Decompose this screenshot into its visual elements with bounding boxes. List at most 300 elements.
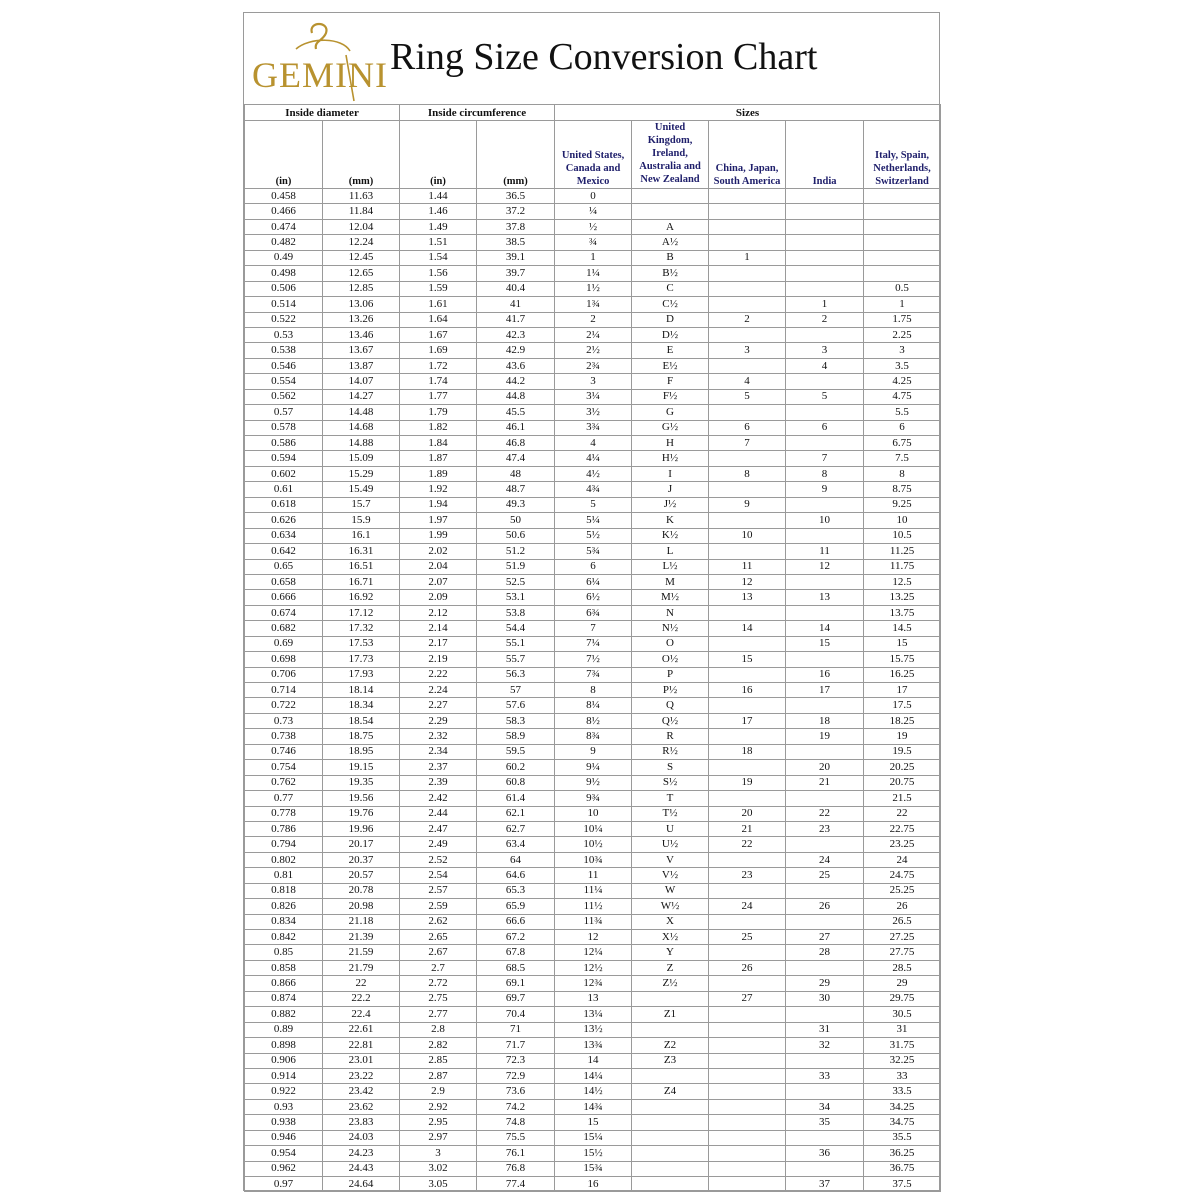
cell-circumference-mm: 47.4	[477, 451, 555, 466]
cell-size-china-japan	[709, 451, 786, 466]
cell-diameter-mm: 17.12	[323, 605, 400, 620]
cell-size-uk	[632, 991, 709, 1006]
cell-diameter-mm: 16.51	[323, 559, 400, 574]
table-row	[245, 1161, 941, 1176]
cell-diameter-mm: 13.26	[323, 312, 400, 327]
cell-diameter-in: 0.77	[245, 791, 323, 806]
cell-circumference-mm: 58.3	[477, 713, 555, 728]
cell-size-us: 16	[555, 1177, 632, 1192]
cell-size-india: 37	[786, 1177, 864, 1192]
cell-size-india: 18	[786, 713, 864, 728]
cell-size-italy-spain: 22	[864, 806, 941, 821]
cell-size-italy-spain: 26.5	[864, 914, 941, 929]
cell-size-uk: W½	[632, 899, 709, 914]
cell-diameter-in: 0.53	[245, 327, 323, 342]
cell-size-italy-spain: 20.75	[864, 775, 941, 790]
cell-size-us: ¼	[555, 204, 632, 219]
cell-diameter-in: 0.618	[245, 497, 323, 512]
cell-size-china-japan	[709, 235, 786, 250]
cell-size-us: 11½	[555, 899, 632, 914]
cell-diameter-mm: 21.79	[323, 960, 400, 975]
cell-size-china-japan: 3	[709, 343, 786, 358]
cell-size-uk	[632, 1177, 709, 1192]
cell-size-china-japan	[709, 1099, 786, 1114]
cell-diameter-in: 0.938	[245, 1115, 323, 1130]
table-row	[245, 760, 941, 775]
table-row	[245, 791, 941, 806]
cell-size-india: 26	[786, 899, 864, 914]
cell-size-china-japan: 22	[709, 837, 786, 852]
cell-size-china-japan	[709, 266, 786, 281]
cell-circumference-mm: 74.2	[477, 1099, 555, 1114]
table-row	[245, 528, 941, 543]
column-header-circumference-mm: (mm)	[477, 121, 555, 189]
cell-diameter-mm: 23.22	[323, 1068, 400, 1083]
cell-size-china-japan: 17	[709, 713, 786, 728]
cell-circumference-in: 1.56	[400, 266, 477, 281]
cell-size-china-japan	[709, 667, 786, 682]
cell-diameter-in: 0.554	[245, 374, 323, 389]
cell-circumference-mm: 52.5	[477, 574, 555, 589]
cell-size-us: 2¼	[555, 327, 632, 342]
cell-circumference-mm: 41.7	[477, 312, 555, 327]
cell-circumference-mm: 74.8	[477, 1115, 555, 1130]
cell-circumference-in: 2.04	[400, 559, 477, 574]
cell-circumference-in: 1.92	[400, 482, 477, 497]
table-row	[245, 189, 941, 204]
cell-size-uk: O	[632, 636, 709, 651]
cell-circumference-mm: 70.4	[477, 1007, 555, 1022]
cell-diameter-mm: 23.83	[323, 1115, 400, 1130]
page-title: Ring Size Conversion Chart	[390, 36, 818, 78]
table-row	[245, 1177, 941, 1192]
cell-circumference-mm: 71.7	[477, 1038, 555, 1053]
cell-diameter-in: 0.922	[245, 1084, 323, 1099]
cell-size-italy-spain: 36.25	[864, 1146, 941, 1161]
cell-diameter-in: 0.514	[245, 297, 323, 312]
cell-diameter-mm: 15.29	[323, 466, 400, 481]
cell-size-china-japan	[709, 204, 786, 219]
cell-diameter-mm: 24.43	[323, 1161, 400, 1176]
cell-diameter-in: 0.954	[245, 1146, 323, 1161]
cell-size-italy-spain: 37.5	[864, 1177, 941, 1192]
cell-size-us: 4	[555, 436, 632, 451]
cell-diameter-in: 0.786	[245, 821, 323, 836]
column-header-diameter-mm: (mm)	[323, 121, 400, 189]
cell-diameter-in: 0.658	[245, 574, 323, 589]
cell-size-us: 5¼	[555, 513, 632, 528]
cell-size-us: 15½	[555, 1146, 632, 1161]
cell-size-us: 11	[555, 868, 632, 883]
cell-size-china-japan: 26	[709, 960, 786, 975]
cell-diameter-in: 0.874	[245, 991, 323, 1006]
cell-size-china-japan	[709, 1053, 786, 1068]
cell-diameter-in: 0.578	[245, 420, 323, 435]
cell-size-uk: V	[632, 852, 709, 867]
cell-circumference-mm: 57	[477, 683, 555, 698]
cell-size-uk	[632, 1146, 709, 1161]
cell-size-china-japan	[709, 281, 786, 296]
cell-size-china-japan: 7	[709, 436, 786, 451]
cell-size-italy-spain: 29	[864, 976, 941, 991]
cell-size-italy-spain: 1.75	[864, 312, 941, 327]
cell-circumference-mm: 43.6	[477, 358, 555, 373]
cell-circumference-in: 1.97	[400, 513, 477, 528]
cell-size-china-japan	[709, 219, 786, 234]
table-row	[245, 652, 941, 667]
cell-diameter-mm: 12.45	[323, 250, 400, 265]
cell-diameter-in: 0.61	[245, 482, 323, 497]
table-row	[245, 605, 941, 620]
cell-size-uk: A½	[632, 235, 709, 250]
cell-diameter-mm: 13.87	[323, 358, 400, 373]
cell-size-china-japan	[709, 358, 786, 373]
cell-size-india: 7	[786, 451, 864, 466]
cell-circumference-mm: 67.8	[477, 945, 555, 960]
cell-size-china-japan: 13	[709, 590, 786, 605]
cell-diameter-in: 0.634	[245, 528, 323, 543]
cell-circumference-mm: 75.5	[477, 1130, 555, 1145]
cell-diameter-mm: 12.85	[323, 281, 400, 296]
cell-size-uk: Z1	[632, 1007, 709, 1022]
cell-size-italy-spain: 6	[864, 420, 941, 435]
cell-size-india: 21	[786, 775, 864, 790]
cell-size-uk: U½	[632, 837, 709, 852]
cell-circumference-in: 2.29	[400, 713, 477, 728]
cell-size-italy-spain	[864, 204, 941, 219]
table-row	[245, 806, 941, 821]
cell-diameter-in: 0.714	[245, 683, 323, 698]
table-row	[245, 1099, 941, 1114]
cell-size-italy-spain: 24	[864, 852, 941, 867]
cell-diameter-mm: 16.31	[323, 544, 400, 559]
cell-circumference-mm: 37.2	[477, 204, 555, 219]
cell-size-us: 12	[555, 930, 632, 945]
cell-diameter-in: 0.85	[245, 945, 323, 960]
cell-size-uk: P	[632, 667, 709, 682]
cell-circumference-mm: 54.4	[477, 621, 555, 636]
cell-diameter-in: 0.762	[245, 775, 323, 790]
table-row	[245, 266, 941, 281]
cell-diameter-in: 0.866	[245, 976, 323, 991]
cell-size-uk: Z4	[632, 1084, 709, 1099]
table-row	[245, 466, 941, 481]
cell-circumference-in: 2.02	[400, 544, 477, 559]
cell-size-us: 15	[555, 1115, 632, 1130]
table-row	[245, 436, 941, 451]
cell-size-uk	[632, 1115, 709, 1130]
cell-size-india: 10	[786, 513, 864, 528]
cell-diameter-mm: 20.98	[323, 899, 400, 914]
cell-size-italy-spain: 31	[864, 1022, 941, 1037]
cell-size-italy-spain: 10.5	[864, 528, 941, 543]
cell-size-china-japan: 18	[709, 744, 786, 759]
cell-size-italy-spain: 18.25	[864, 713, 941, 728]
cell-circumference-mm: 66.6	[477, 914, 555, 929]
cell-size-india: 6	[786, 420, 864, 435]
cell-diameter-in: 0.818	[245, 883, 323, 898]
column-header-uk-ireland-australia-nz: United Kingdom, Ireland, Australia and New Zealand	[632, 121, 709, 189]
cell-circumference-mm: 53.8	[477, 605, 555, 620]
cell-size-uk: Z½	[632, 976, 709, 991]
cell-diameter-in: 0.81	[245, 868, 323, 883]
cell-circumference-in: 3.05	[400, 1177, 477, 1192]
cell-circumference-mm: 68.5	[477, 960, 555, 975]
cell-size-china-japan	[709, 729, 786, 744]
cell-size-us: 3½	[555, 405, 632, 420]
cell-size-us: 7	[555, 621, 632, 636]
cell-diameter-in: 0.962	[245, 1161, 323, 1176]
cell-diameter-in: 0.802	[245, 852, 323, 867]
cell-size-india	[786, 436, 864, 451]
cell-size-china-japan: 9	[709, 497, 786, 512]
cell-size-us: 3¼	[555, 389, 632, 404]
cell-size-uk: P½	[632, 683, 709, 698]
cell-size-italy-spain: 16.25	[864, 667, 941, 682]
cell-size-italy-spain: 33.5	[864, 1084, 941, 1099]
ring-size-chart	[243, 12, 940, 1191]
cell-circumference-mm: 71	[477, 1022, 555, 1037]
cell-size-uk: S½	[632, 775, 709, 790]
cell-size-italy-spain: 27.25	[864, 930, 941, 945]
cell-size-india	[786, 914, 864, 929]
table-row	[245, 544, 941, 559]
cell-size-italy-spain: 29.75	[864, 991, 941, 1006]
table-row	[245, 405, 941, 420]
cell-size-italy-spain: 13.75	[864, 605, 941, 620]
cell-size-india	[786, 837, 864, 852]
cell-size-india	[786, 405, 864, 420]
cell-size-uk	[632, 1068, 709, 1083]
table-row	[245, 868, 941, 883]
cell-circumference-in: 1.72	[400, 358, 477, 373]
cell-size-uk: J	[632, 482, 709, 497]
cell-size-india: 35	[786, 1115, 864, 1130]
column-header-italy-spain-netherlands-switzerland: Italy, Spain, Netherlands, Switzerland	[864, 121, 941, 189]
cell-diameter-mm: 22	[323, 976, 400, 991]
cell-diameter-mm: 22.61	[323, 1022, 400, 1037]
cell-diameter-in: 0.946	[245, 1130, 323, 1145]
cell-size-uk: M	[632, 574, 709, 589]
table-row	[245, 1038, 941, 1053]
cell-size-uk: A	[632, 219, 709, 234]
cell-size-italy-spain: 27.75	[864, 945, 941, 960]
cell-size-italy-spain: 34.25	[864, 1099, 941, 1114]
cell-circumference-mm: 72.3	[477, 1053, 555, 1068]
cell-circumference-mm: 51.2	[477, 544, 555, 559]
table-row	[245, 559, 941, 574]
cell-diameter-in: 0.674	[245, 605, 323, 620]
table-row	[245, 914, 941, 929]
cell-circumference-in: 1.54	[400, 250, 477, 265]
conversion-table	[244, 104, 941, 1192]
cell-diameter-in: 0.898	[245, 1038, 323, 1053]
cell-diameter-in: 0.794	[245, 837, 323, 852]
cell-size-china-japan	[709, 513, 786, 528]
cell-diameter-in: 0.482	[245, 235, 323, 250]
cell-size-china-japan: 2	[709, 312, 786, 327]
cell-circumference-in: 1.87	[400, 451, 477, 466]
column-header-us-canada-mexico: United States, Canada and Mexico	[555, 121, 632, 189]
cell-size-uk: Z3	[632, 1053, 709, 1068]
cell-size-us: ½	[555, 219, 632, 234]
cell-circumference-mm: 49.3	[477, 497, 555, 512]
cell-circumference-in: 2.22	[400, 667, 477, 682]
cell-size-italy-spain: 0.5	[864, 281, 941, 296]
table-body	[245, 189, 941, 1192]
cell-size-china-japan	[709, 976, 786, 991]
cell-size-uk	[632, 189, 709, 204]
cell-size-italy-spain: 17	[864, 683, 941, 698]
cell-size-india: 34	[786, 1099, 864, 1114]
cell-circumference-mm: 69.1	[477, 976, 555, 991]
cell-size-italy-spain: 28.5	[864, 960, 941, 975]
cell-diameter-mm: 11.84	[323, 204, 400, 219]
cell-circumference-in: 1.61	[400, 297, 477, 312]
cell-size-us: 5½	[555, 528, 632, 543]
cell-size-uk: G½	[632, 420, 709, 435]
table-row	[245, 281, 941, 296]
table-row	[245, 744, 941, 759]
cell-diameter-mm: 16.71	[323, 574, 400, 589]
cell-circumference-mm: 42.9	[477, 343, 555, 358]
cell-size-italy-spain: 14.5	[864, 621, 941, 636]
table-row	[245, 899, 941, 914]
cell-size-uk: I	[632, 466, 709, 481]
cell-size-italy-spain: 11.75	[864, 559, 941, 574]
cell-size-china-japan	[709, 1177, 786, 1192]
cell-size-uk	[632, 1161, 709, 1176]
cell-size-china-japan: 19	[709, 775, 786, 790]
cell-size-india	[786, 528, 864, 543]
cell-diameter-mm: 16.1	[323, 528, 400, 543]
cell-size-us: 2½	[555, 343, 632, 358]
cell-size-india: 30	[786, 991, 864, 1006]
table-row	[245, 358, 941, 373]
cell-circumference-in: 2.14	[400, 621, 477, 636]
cell-diameter-mm: 12.04	[323, 219, 400, 234]
cell-circumference-in: 1.69	[400, 343, 477, 358]
cell-diameter-in: 0.586	[245, 436, 323, 451]
cell-size-india: 4	[786, 358, 864, 373]
cell-diameter-mm: 23.01	[323, 1053, 400, 1068]
cell-size-us: 1¾	[555, 297, 632, 312]
cell-circumference-mm: 55.7	[477, 652, 555, 667]
cell-size-italy-spain: 1	[864, 297, 941, 312]
cell-size-italy-spain: 36.75	[864, 1161, 941, 1176]
cell-size-china-japan: 10	[709, 528, 786, 543]
cell-circumference-in: 3.02	[400, 1161, 477, 1176]
cell-size-china-japan	[709, 544, 786, 559]
cell-size-us: 11¼	[555, 883, 632, 898]
cell-size-india: 33	[786, 1068, 864, 1083]
table-row	[245, 1068, 941, 1083]
cell-circumference-mm: 51.9	[477, 559, 555, 574]
cell-size-india: 17	[786, 683, 864, 698]
cell-size-italy-spain: 21.5	[864, 791, 941, 806]
cell-diameter-in: 0.73	[245, 713, 323, 728]
table-row	[245, 1007, 941, 1022]
cell-size-uk: B½	[632, 266, 709, 281]
cell-diameter-in: 0.914	[245, 1068, 323, 1083]
table-row	[245, 235, 941, 250]
cell-size-italy-spain: 8.75	[864, 482, 941, 497]
cell-diameter-mm: 20.37	[323, 852, 400, 867]
cell-size-italy-spain: 8	[864, 466, 941, 481]
cell-diameter-in: 0.738	[245, 729, 323, 744]
cell-size-uk	[632, 204, 709, 219]
cell-circumference-in: 2.19	[400, 652, 477, 667]
cell-diameter-in: 0.858	[245, 960, 323, 975]
cell-circumference-mm: 50.6	[477, 528, 555, 543]
cell-size-china-japan	[709, 1007, 786, 1022]
cell-circumference-in: 2.49	[400, 837, 477, 852]
cell-size-us: 9¼	[555, 760, 632, 775]
cell-diameter-mm: 14.48	[323, 405, 400, 420]
table-row	[245, 960, 941, 975]
cell-size-italy-spain: 34.75	[864, 1115, 941, 1130]
cell-circumference-mm: 65.3	[477, 883, 555, 898]
cell-size-us: 4¾	[555, 482, 632, 497]
cell-size-italy-spain: 6.75	[864, 436, 941, 451]
cell-circumference-mm: 61.4	[477, 791, 555, 806]
table-row	[245, 1115, 941, 1130]
cell-circumference-mm: 53.1	[477, 590, 555, 605]
table-row	[245, 219, 941, 234]
cell-size-china-japan: 14	[709, 621, 786, 636]
cell-circumference-in: 1.49	[400, 219, 477, 234]
table-row	[245, 497, 941, 512]
cell-size-italy-spain	[864, 250, 941, 265]
cell-diameter-mm: 21.59	[323, 945, 400, 960]
table-row	[245, 451, 941, 466]
cell-diameter-mm: 21.18	[323, 914, 400, 929]
cell-size-india: 2	[786, 312, 864, 327]
cell-diameter-in: 0.882	[245, 1007, 323, 1022]
cell-circumference-in: 2.09	[400, 590, 477, 605]
cell-size-india	[786, 791, 864, 806]
cell-size-italy-spain: 15.75	[864, 652, 941, 667]
cell-diameter-in: 0.506	[245, 281, 323, 296]
cell-size-uk: D	[632, 312, 709, 327]
cell-circumference-mm: 72.9	[477, 1068, 555, 1083]
cell-size-italy-spain: 3.5	[864, 358, 941, 373]
table-row	[245, 1146, 941, 1161]
cell-size-india	[786, 960, 864, 975]
cell-size-italy-spain: 11.25	[864, 544, 941, 559]
cell-size-us: 8	[555, 683, 632, 698]
table-row	[245, 775, 941, 790]
cell-size-uk: F	[632, 374, 709, 389]
cell-circumference-mm: 67.2	[477, 930, 555, 945]
cell-circumference-in: 2.9	[400, 1084, 477, 1099]
table-row	[245, 389, 941, 404]
cell-size-uk: N½	[632, 621, 709, 636]
cell-size-india: 15	[786, 636, 864, 651]
cell-diameter-in: 0.97	[245, 1177, 323, 1192]
cell-circumference-in: 3	[400, 1146, 477, 1161]
cell-size-italy-spain: 35.5	[864, 1130, 941, 1145]
cell-circumference-mm: 60.8	[477, 775, 555, 790]
cell-size-uk: S	[632, 760, 709, 775]
table-row	[245, 343, 941, 358]
table-row	[245, 1022, 941, 1037]
cell-size-us: 12¾	[555, 976, 632, 991]
cell-size-china-japan	[709, 1084, 786, 1099]
cell-size-china-japan	[709, 1022, 786, 1037]
cell-size-india: 25	[786, 868, 864, 883]
cell-diameter-mm: 15.9	[323, 513, 400, 528]
